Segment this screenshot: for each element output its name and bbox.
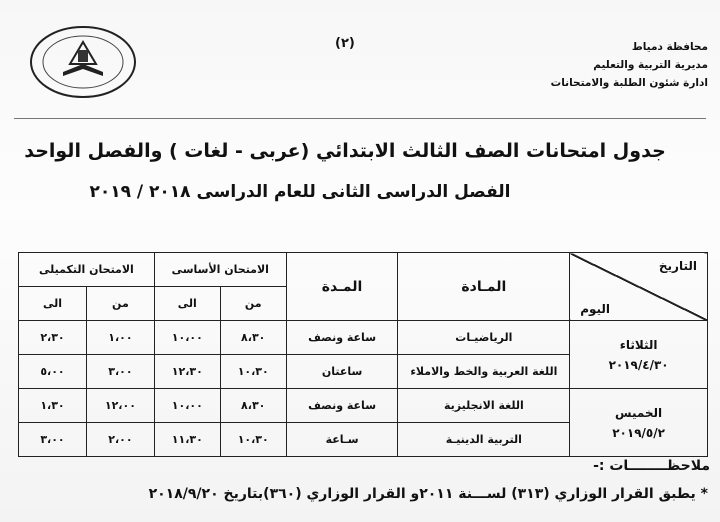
main-to-header: الى bbox=[154, 287, 220, 321]
page-subtitle: الفصل الدراسى الثانى للعام الدراسى ٢٠١٨ / ٢٠١٩ bbox=[89, 182, 511, 202]
page-title: جدول امتحانات الصف الثالث الابتدائي (عربى - لغات ) والفصل الواحد bbox=[24, 140, 666, 162]
date-label: ٢٠١٩/٥/٢ bbox=[612, 425, 665, 440]
day-header: اليوم bbox=[580, 302, 611, 316]
makeup-to-header: الى bbox=[19, 287, 87, 321]
makeup-from-cell: ١٢،٠٠ bbox=[86, 389, 154, 423]
duration-cell: سـاعة bbox=[286, 423, 398, 457]
makeup-to-cell: ٥،٠٠ bbox=[19, 355, 87, 389]
duration-cell: ساعة ونصف bbox=[286, 321, 398, 355]
main-to-cell: ١٠،٠٠ bbox=[154, 321, 220, 355]
notes-heading: ملاحظــــــــات :- bbox=[593, 458, 710, 474]
subject-header: المـادة bbox=[398, 253, 570, 321]
exam-schedule-table bbox=[18, 252, 708, 457]
header-divider bbox=[14, 118, 706, 119]
table-row bbox=[19, 321, 708, 355]
main-from-cell: ٨،٣٠ bbox=[220, 389, 286, 423]
main-from-cell: ١٠،٣٠ bbox=[220, 355, 286, 389]
makeup-to-cell: ١،٣٠ bbox=[19, 389, 87, 423]
duration-header: المـدة bbox=[286, 253, 398, 321]
makeup-to-cell: ٣،٠٠ bbox=[19, 423, 87, 457]
page-number: (٢) bbox=[335, 36, 355, 51]
makeup-from-header: من bbox=[86, 287, 154, 321]
notes-item: * يطبق القرار الوزاري (٣١٣) لســـنة ٢٠١١و القرار الوزاري (٣٦٠)بتاريخ ٢٠١٨/٩/٢٠ bbox=[148, 486, 708, 502]
subject-cell: اللغة الانجليزية bbox=[398, 389, 570, 423]
date-day-header bbox=[570, 253, 708, 321]
main-from-cell: ١٠،٣٠ bbox=[220, 423, 286, 457]
day-label: الثلاثاء bbox=[619, 337, 658, 352]
main-exam-header: الامتحان الأساسى bbox=[154, 253, 286, 287]
table-row bbox=[19, 389, 708, 423]
day-label: الخميس bbox=[615, 405, 663, 420]
subject-cell: اللغة العربية والخط والاملاء bbox=[398, 355, 570, 389]
header-block bbox=[508, 38, 708, 92]
makeup-exam-header: الامتحان التكميلى bbox=[19, 253, 155, 287]
makeup-to-cell: ٢،٣٠ bbox=[19, 321, 87, 355]
main-from-header: من bbox=[220, 287, 286, 321]
main-to-cell: ١١،٣٠ bbox=[154, 423, 220, 457]
makeup-from-cell: ٣،٠٠ bbox=[86, 355, 154, 389]
directorate-label: مديرية التربية والتعليم bbox=[593, 59, 708, 71]
makeup-from-cell: ٢،٠٠ bbox=[86, 423, 154, 457]
subject-cell: التربية الدينيـة bbox=[398, 423, 570, 457]
day-date-cell bbox=[570, 321, 708, 389]
subject-cell: الرياضيـات bbox=[398, 321, 570, 355]
governorate-label: محافظة دمياط bbox=[631, 41, 708, 53]
duration-cell: ساعة ونصف bbox=[286, 389, 398, 423]
duration-cell: ساعتان bbox=[286, 355, 398, 389]
department-label: ادارة شئون الطلبة والامتحانات bbox=[550, 77, 708, 89]
main-to-cell: ١٠،٠٠ bbox=[154, 389, 220, 423]
day-date-cell bbox=[570, 389, 708, 457]
main-to-cell: ١٢،٣٠ bbox=[154, 355, 220, 389]
main-from-cell: ٨،٣٠ bbox=[220, 321, 286, 355]
date-header: التاريخ bbox=[658, 259, 697, 273]
date-label: ٢٠١٩/٤/٣٠ bbox=[608, 357, 669, 372]
ministry-logo-icon bbox=[28, 24, 138, 100]
makeup-from-cell: ١،٠٠ bbox=[86, 321, 154, 355]
